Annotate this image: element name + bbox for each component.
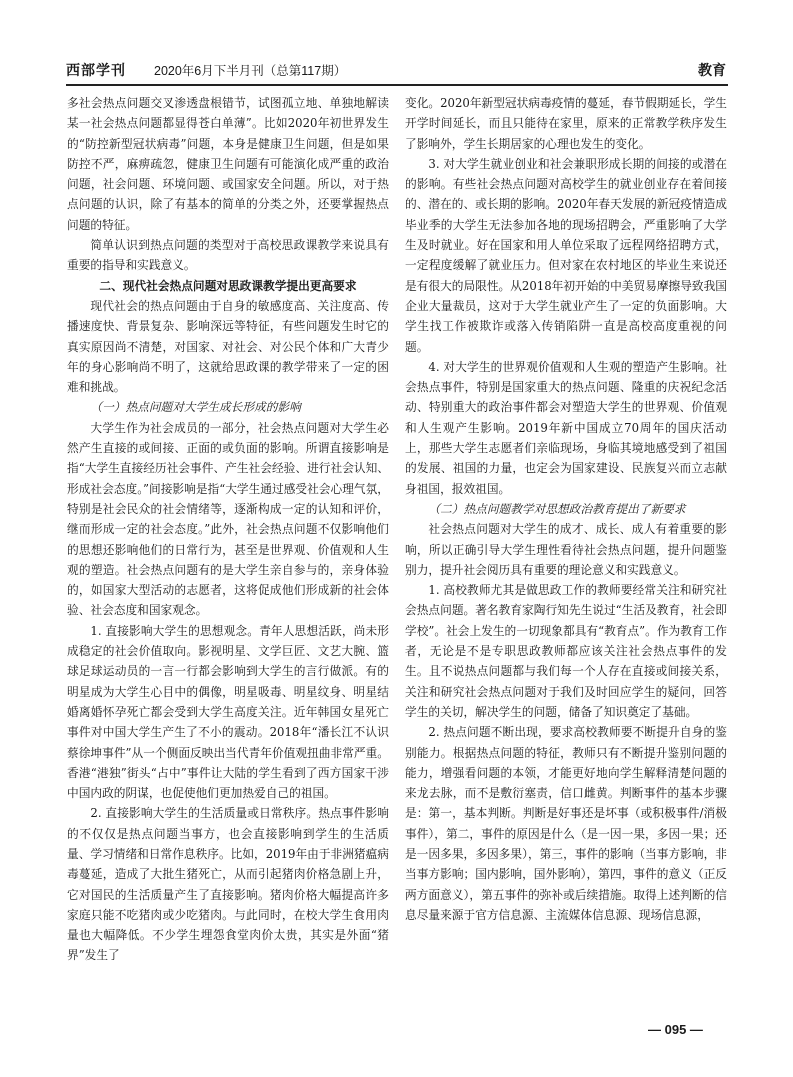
paragraph: 4. 对大学生的世界观价值观和人生观的塑造产生影响。社会热点事件，特别是国家重大的热点问题、隆重的庆祝纪念活动、特别重大的政治事件都会对塑造大学生的世界观、价值观和人生观产生影响。2019年新中国成立70周年的国庆活动上，那些大学生志愿者们亲临现场，身临其境地感受到了祖国的发展、祖国的力量，也定会为国家建设、民族复兴而立志献身祖国，报效祖国。 — [405, 359, 727, 496]
issue-info: 2020年6月下半月刊（总第117期） — [154, 64, 347, 78]
paragraph: 现代社会的热点问题由于自身的敏感度高、关注度高、传播速度快、背景复杂、影响深远等特征，有些问题发生时它的真实原因尚不清楚，对国家、对社会、对公民个体和广大青少年的身心影响尚不明了，这就给思政课的教学带来了一定的困难和挑战。 — [67, 298, 389, 395]
header-rule — [66, 84, 728, 86]
paragraph: 1. 直接影响大学生的思想观念。青年人思想活跃，尚未形成稳定的社会价值取向。影视明星、文学巨匠、文艺大腕、篮球足球运动员的一言一行都会影响到大学生的言行做派。有的明星成为大学生心目中的偶像，明星吸毒、明星纹身、明星结婚离婚怀孕死亡都会受到大学生高度关注。近年韩国女星死亡事件对中国大学生产生了不小的震动。2018年“潘长江不认识蔡徐坤事件”从一个侧面反映出当代青年价值观扭曲非常严重。香港“港独”街头“占中”事件让大陆的学生看到了西方国家干涉中国内政的阴谋，也促使他们更加热爱自己的祖国。 — [67, 623, 389, 801]
paragraph: 简单认识到热点问题的类型对于高校思政课教学来说具有重要的指导和实践意义。 — [67, 238, 389, 273]
paragraph-continued: 变化。2020年新型冠状病毒疫情的蔓延，春节假期延长，学生开学时间延长，而且只能待在家里，原来的正常教学秩序发生了影响外，学生长期居家的心理也发生的变化。 — [405, 96, 727, 151]
journal-name: 西部学刊 — [66, 63, 126, 79]
subsection-heading: （二）热点问题教学对思想政治教育提出了新要求 — [428, 501, 686, 516]
paragraph: 1. 高校教师尤其是做思政工作的教师要经常关注和研究社会热点问题。著名教育家陶行知先生说过“生活及教育，社会即学校”。社会上发生的一切现象都具有“教育点”。作为教育工作者，无论是不是专职思政教师都应该关注社会热点事件的发生。且不说热点问题都与我们每一个人存在直接或间接关系，关注和研究社会热点问题对于我们及时回应学生的疑问，回答学生的关切，解决学生的问题，储备了知识奠定了基础。 — [405, 583, 727, 719]
left-column — [67, 93, 389, 966]
paragraph: 大学生作为社会成员的一部分，社会热点问题对大学生必然产生直接的或间接、正面的或负面的影响。所谓直接影响是指“大学生直接经历社会事件、产生社会经验、进行社会认知、形成社会态度。”间接影响是指“大学生通过感受社会心理气氛，特别是社会民众的社会情绪等，逐渐构成一定的认知和评价，继而形成一定的社会态度。”此外，社会热点问题不仅影响他们的思想还影响他们的日常行为，甚至是世界观、价值观和人生观的塑造。社会热点问题有的是大学生亲自参与的，亲身体验的，如国家大型活动的志愿者，这将促成他们形成新的社会体验、社会态度和国家观念。 — [67, 420, 389, 618]
page-number: — 095 — — [648, 1022, 703, 1037]
section-label: 教育 — [698, 63, 726, 79]
paragraph: 2. 直接影响大学生的生活质量或日常秩序。热点事件影响的不仅仅是热点问题当事方，也会直接影响到学生的生活质量、学习情绪和日常作息秩序。比如，2019年由于非洲猪瘟病毒蔓延，造成了大批生猪死亡，从而引起猪肉价格急剧上升，它对国民的生活质量产生了直接影响。猪肉价格大幅提高许多家庭只能不吃猪肉或少吃猪肉。与此同时，在校大学生食用肉量也大幅降低。不少学生埋怨食堂肉价太贵，其实是外面“猪界”发生了 — [67, 806, 389, 963]
subsection-heading: （一）热点问题对大学生成长形成的影响 — [90, 400, 301, 415]
right-column — [405, 93, 727, 925]
paragraph-continued: 多社会热点问题交叉渗透盘根错节，试图孤立地、单独地解读某一社会热点问题都显得苍白单薄”。比如2020年初世界发生的“防控新型冠状病毒”问题，本身是健康卫生问题，但是如果防控不严，麻痹疏忽，健康卫生问题有可能演化成严重的政治问题，社会问题、环境问题、或国家安全问题。所以，对于热点问题的认识，除了有基本的简单的分类之外，还要掌握热点问题的特征。 — [67, 96, 389, 232]
paragraph: 社会热点问题对大学生的成才、成长、成人有着重要的影响，所以正确引导大学生理性看待社会热点问题，提升问题鉴别力，提升社会阅历具有重要的理论意义和实践意义。 — [405, 522, 727, 577]
section-heading: 二、现代社会热点问题对思政课教学提出更高要求 — [99, 278, 357, 293]
paragraph: 3. 对大学生就业创业和社会兼职形成长期的间接的或潜在的影响。有些社会热点问题对高校学生的就业创业存在着间接的、潜在的、或长期的影响。2020年春天发展的新冠疫情造成毕业季的大学生无法参加各地的现场招聘会，严重影响了大学生及时就业。好在国家和用人单位采取了远程网络招聘方式，一定程度缓解了就业压力。但对家在农村地区的毕业生来说还是有很大的局限性。从2018年初开始的中美贸易摩擦导致我国企业大量裁员，这对于大学生就业产生了一定的负面影响。大学生找工作被欺诈或落入传销陷阱一直是高校高度重视的问题。 — [405, 156, 727, 354]
paragraph: 2. 热点问题不断出现，要求高校教师要不断提升自身的鉴别能力。根据热点问题的特征，教师只有不断提升鉴别问题的能力，增强看问题的本领，才能更好地向学生解释清楚问题的来龙去脉，而不是敷衍塞责，信口雌黄。判断事件的基本步骤是：第一，基本判断。判断是好事还是坏事（或积极事件/消极事件），第二，事件的原因是什么（是一因一果，多因一果；还是一因多果，多因多果），第三，事件的影响（当事方影响，非当事方影响；国内影响，国外影响），第四，事件的意义（正反两方面意义），第五事件的弥补或后续措施。取得上述判断的信息尽量来源于官方信息源、主流媒体信息源、现场信息源， — [405, 725, 727, 922]
running-header — [66, 60, 726, 82]
